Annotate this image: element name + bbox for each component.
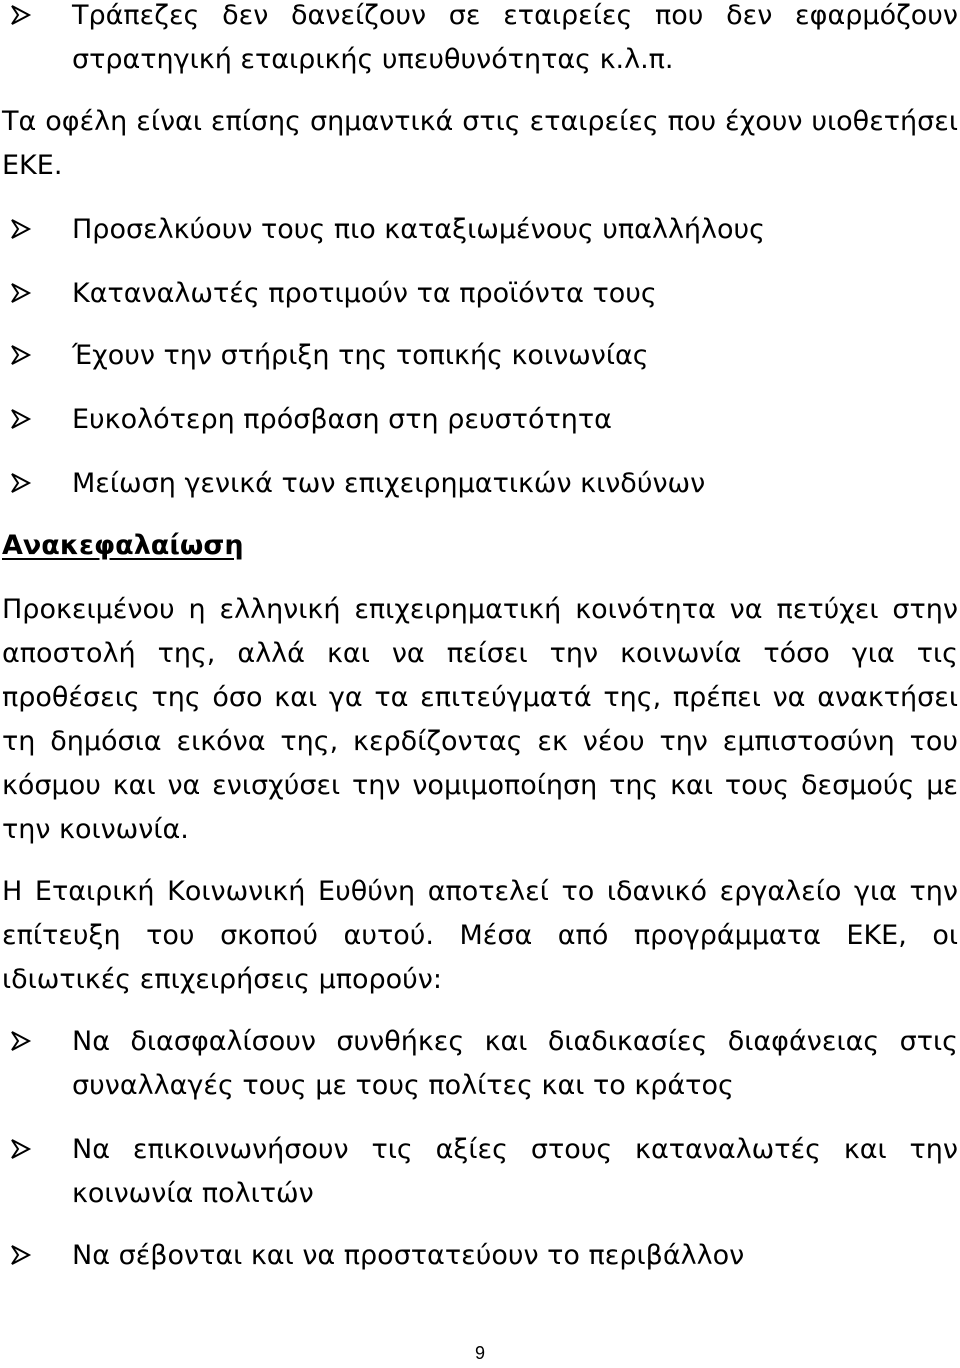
list-item bbox=[0, 1234, 958, 1278]
list-item-text: Μείωση γενικά των επιχειρηματικών κινδύνων bbox=[72, 468, 706, 499]
section-heading: Ανακεφαλαίωση bbox=[2, 530, 244, 561]
arrow-bullet-icon bbox=[0, 1234, 72, 1278]
summary-paragraph: Η Εταιρική Κοινωνική Ευθύνη αποτελεί το ιδανικό εργαλείο για την επίτευξη του σκοπού αυτού. Μέσα από προγράμματα ΕΚΕ, οι ιδιωτικές επιχειρήσεις μπορούν: bbox=[2, 876, 958, 995]
list-item-text: Καταναλωτές προτιμούν τα προϊόντα τους bbox=[72, 278, 657, 309]
arrow-bullet-icon bbox=[0, 208, 72, 252]
list-item-text: Ευκολότερη πρόσβαση στη ρευστότητα bbox=[72, 404, 612, 435]
list-item-text: Έχουν την στήριξη της τοπικής κοινωνίας bbox=[72, 340, 649, 371]
list-item bbox=[0, 1020, 958, 1108]
arrow-bullet-icon bbox=[0, 272, 72, 316]
list-item bbox=[0, 398, 958, 442]
arrow-bullet-icon bbox=[0, 1020, 72, 1064]
list-item bbox=[0, 334, 958, 378]
list-item-text: Προσελκύουν τους πιο καταξιωμένους υπαλλήλους bbox=[72, 214, 766, 245]
list-item-text: Να επικοινωνήσουν τις αξίες στους καταναλωτές και την κοινωνία πολιτών bbox=[72, 1134, 958, 1209]
arrow-bullet-icon bbox=[0, 462, 72, 506]
list-item bbox=[0, 462, 958, 506]
list-item-text: Τράπεζες δεν δανείζουν σε εταιρείες που δεν εφαρμόζουν στρατηγική εταιρικής υπευθυνότητας κ.λ.π. bbox=[72, 0, 958, 75]
list-item bbox=[0, 1128, 958, 1216]
page-number: 9 bbox=[474, 1343, 485, 1363]
arrow-bullet-icon bbox=[0, 0, 72, 38]
list-item bbox=[0, 0, 958, 82]
summary-paragraph: Προκειμένου η ελληνική επιχειρηματική κοινότητα να πετύχει στην αποστολή της, αλλά και να πείσει την κοινωνία τόσο για τις προθέσεις της όσο και γα τα επιτεύγματά της, πρέπει να ανακτήσει τη δημόσια εικόνα της, κερδίζοντας εκ νέου την εμπιστοσύνη του κόσμου και να ενισχύσει την νομιμοποίηση της και τους δεσμούς με την κοινωνία. bbox=[2, 594, 958, 845]
arrow-bullet-icon bbox=[0, 1128, 72, 1172]
benefits-intro: Τα οφέλη είναι επίσης σημαντικά στις εταιρείες που έχουν υιοθετήσει ΕΚΕ. bbox=[2, 106, 958, 181]
arrow-bullet-icon bbox=[0, 334, 72, 378]
list-item-text: Να σέβονται και να προστατεύουν το περιβάλλον bbox=[72, 1240, 745, 1271]
list-item-text: Να διασφαλίσουν συνθήκες και διαδικασίες διαφάνειας στις συναλλαγές τους με τους πολίτες και το κράτος bbox=[72, 1026, 958, 1101]
arrow-bullet-icon bbox=[0, 398, 72, 442]
list-item bbox=[0, 208, 958, 252]
list-item bbox=[0, 272, 958, 316]
